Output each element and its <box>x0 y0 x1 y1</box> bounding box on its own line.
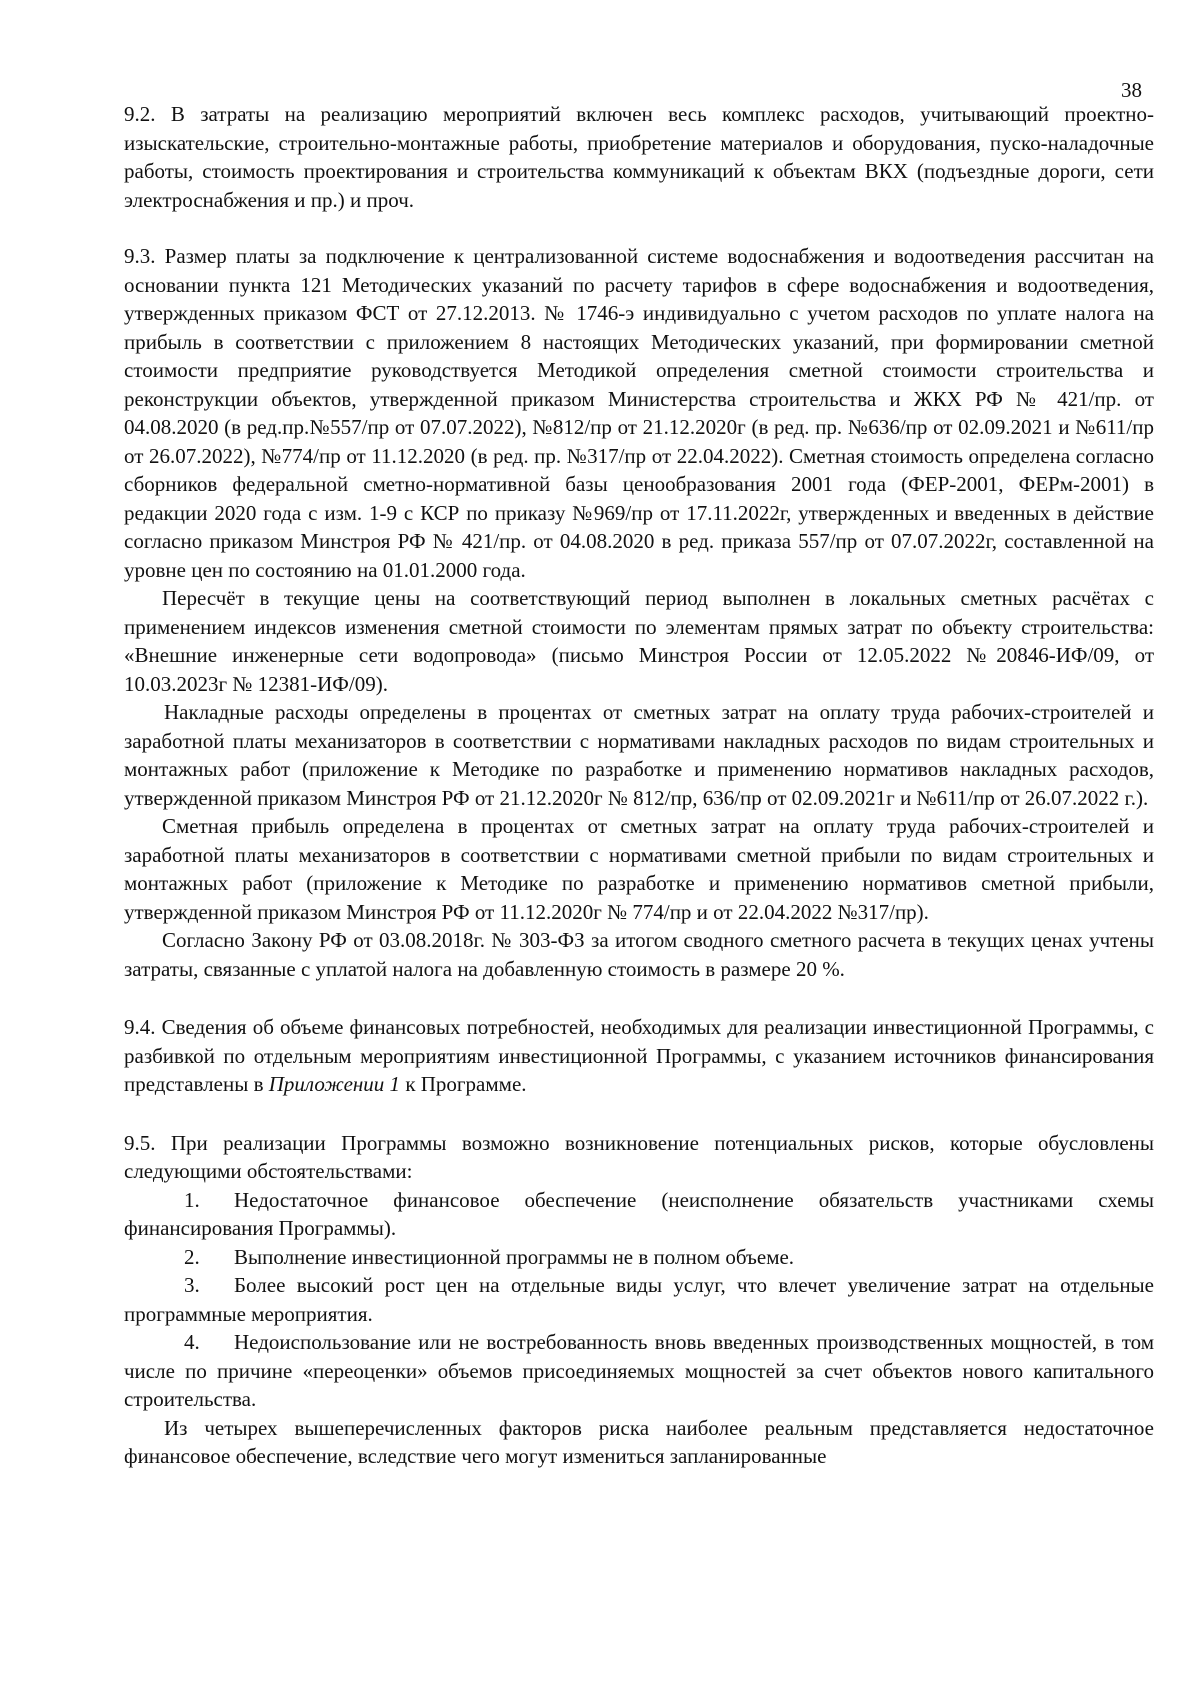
appendix-reference: Приложении 1 <box>268 1072 401 1096</box>
risk-item-text: Недоиспользование или не востребованность вновь введенных производственных мощностей, в том числе по причине «переоценки» объемов присоединяемых мощностей за счет объектов нового капитального строительства. <box>124 1330 1154 1411</box>
risk-item-text: Недостаточное финансовое обеспечение (неисполнение обязательств участниками схемы финансирования Программы). <box>124 1187 1154 1240</box>
risk-item-text: Выполнение инвестиционной программы не в полном объеме. <box>234 1244 795 1269</box>
risk-item-number: 4. <box>184 1330 200 1354</box>
paragraph-9-3-overhead: Накладные расходы определены в процентах от сметных затрат на оплату труда рабочих-строителей и заработной платы механизаторов в соответствии с нормативами накладных расходов по видам строительных и монтажных работ (приложение к Методике по разработке и применению нормативов накладных расходов, утвержденной приказом Минстроя РФ от 21.12.2020г № 812/пр, 636/пр от 02.09.2021г и №611/пр от 26.07.2022 г.). <box>124 700 1154 810</box>
paragraph-9-3-recalculation: Пересчёт в текущие цены на соответствующий период выполнен в локальных сметных расчётах с применением индексов изменения сметной стоимости по элементам прямых затрат по объекту строительства: «Внешние инженерные сети водопровода» (письмо Минстроя России от 12.05.2022 №20846-ИФ/09, от 10.03.2023г № 12381-ИФ/09). <box>124 586 1154 696</box>
risk-item <box>124 1271 1154 1328</box>
paragraph-9-3: 9.3. Размер платы за подключение к централизованной системе водоснабжения и водоотведения рассчитан на основании пункта 121 Методических указаний по расчету тарифов в сфере водоснабжения и водоотведения, утвержденных приказом ФСТ от 27.12.2013. № 1746-э индивидуально с учетом расходов по уплате налога на прибыль в соответствии с приложением 8 настоящих Методических указаний, при формировании сметной стоимости предприятие руководствуется Методикой определения сметной стоимости строительства и реконструкции объектов, утвержденной приказом Министерства строительства и ЖКХ РФ № 421/пр. от 04.08.2020 (в ред.пр.№557/пр от 07.07.2022), №812/пр от 21.12.2020г (в ред. пр. №636/пр от 02.09.2021 и №611/пр от 26.07.2022), №774/пр от 11.12.2020 (в ред. пр. №317/пр от 22.04.2022). Сметная стоимость определена согласно сборников федеральной сметно-нормативной базы ценообразования 2001 года (ФЕР-2001, ФЕРм-2001) в редакции 2020 года с изм. 1-9 с КСР по приказу №969/пр от 17.11.2022г, утвержденных и введенных в действие согласно приказом Минстроя РФ № 421/пр. от 04.08.2020 в ред. приказа 557/пр от 07.07.2022г, составленной на уровне цен по состоянию на 01.01.2000 года. <box>124 244 1154 582</box>
paragraph-9-4 <box>124 1013 1154 1099</box>
risk-item-number: 2. <box>184 1244 200 1269</box>
paragraph-9-5-conclusion: Из четырех вышеперечисленных факторов риска наиболее реальным представляется недостаточное финансовое обеспечение, вследствие чего могут измениться запланированные <box>124 1415 1154 1468</box>
page-number: 38 <box>1121 78 1142 102</box>
risk-item-text: Более высокий рост цен на отдельные виды услуг, что влечет увеличение затрат на отдельные программные мероприятия. <box>124 1273 1154 1326</box>
risk-item <box>124 1328 1154 1414</box>
risk-item-number: 1. <box>184 1187 200 1212</box>
document-body <box>124 100 1154 1471</box>
paragraph-9-4-text: 9.4. Сведения об объеме финансовых потребностей, необходимых для реализации инвестиционной Программы, с разбивкой по отдельным мероприятиям инвестиционной Программы, с указанием источников финансирования представлены в <box>124 1015 1154 1096</box>
paragraph-9-2: 9.2. В затраты на реализацию мероприятий включен весь комплекс расходов, учитывающий проектно-изыскательские, строительно-монтажные работы, приобретение материалов и оборудования, пуско-наладочные работы, стоимость проектирования и строительства коммуникаций к объектам ВКХ (подъездные дороги, сети электроснабжения и пр.) и проч. <box>124 102 1154 212</box>
paragraph-9-5: 9.5. При реализации Программы возможно возникновение потенциальных рисков, которые обусловлены следующими обстоятельствами: <box>124 1130 1154 1183</box>
paragraph-9-3-profit: Сметная прибыль определена в процентах от сметных затрат на оплату труда рабочих-строителей и заработной платы механизаторов в соответствии с нормативами сметной прибыли по видам строительных и монтажных работ (приложение к Методике по разработке и применению нормативов сметной прибыли, утвержденной приказом Минстроя РФ от 11.12.2020г № 774/пр и от 22.04.2022 №317/пр). <box>124 814 1154 924</box>
risk-item-number: 3. <box>184 1273 200 1297</box>
risk-item <box>124 1186 1154 1243</box>
paragraph-9-4-tail: к Программе. <box>400 1072 527 1096</box>
paragraph-9-3-vat: Согласно Закону РФ от 03.08.2018г. № 303-ФЗ за итогом сводного сметного расчета в текущих ценах учтены затраты, связанные с уплатой налога на добавленную стоимость в размере 20 %. <box>124 928 1154 981</box>
risk-item <box>124 1243 1154 1272</box>
